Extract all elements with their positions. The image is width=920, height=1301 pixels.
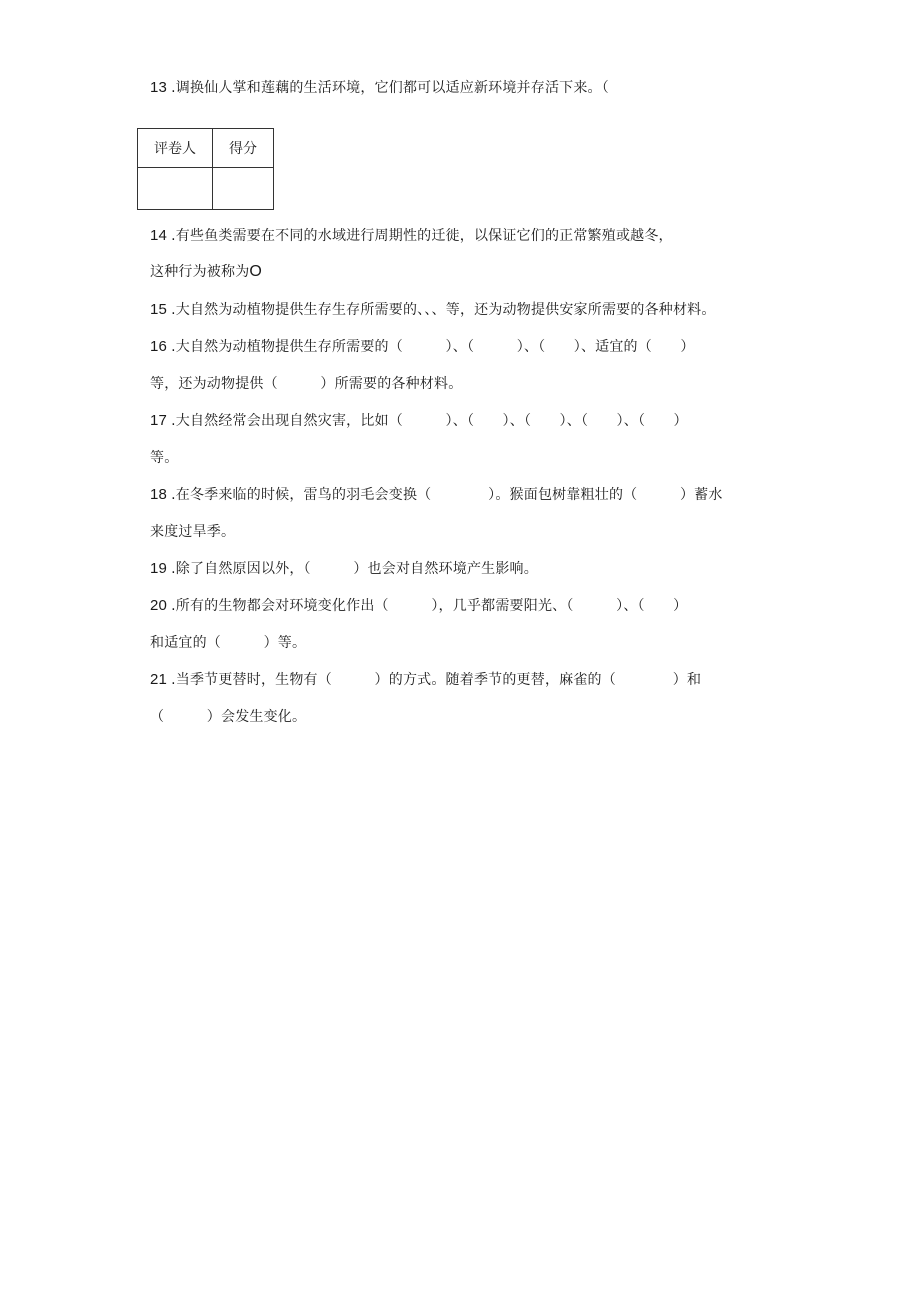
question-18: [150, 485, 723, 505]
question-14-continuation: [150, 262, 262, 282]
question-text-continued: 来度过旱季。: [150, 524, 236, 540]
question-number: 20: [150, 597, 168, 614]
score-cell: [213, 168, 274, 210]
question-number: 19: [150, 560, 168, 577]
question-number: 13: [150, 79, 168, 96]
question-20-continuation: [150, 633, 306, 653]
question-text: .所有的生物都会对环境变化作出（ ），几乎都需要阳光、（ ）、（ ）: [171, 598, 688, 614]
question-text-continued: 等，还为动物提供（ ）所需要的各种材料。: [150, 376, 463, 392]
question-13: [150, 78, 609, 98]
question-number: 16: [150, 338, 168, 355]
question-text-continued: 这种行为被称为: [150, 264, 250, 280]
grader-score-table: [137, 128, 274, 210]
question-text: .有些鱼类需要在不同的水域进行周期性的迁徙，以保证它们的正常繁殖或越冬，: [171, 228, 673, 244]
question-number: 18: [150, 486, 168, 503]
question-text-continued: （ ）会发生变化。: [150, 709, 307, 725]
score-header: 得分: [213, 129, 274, 168]
question-number: 14: [150, 227, 168, 244]
question-text-continued: 和适宜的（ ）等。: [150, 635, 307, 651]
question-text: .大自然为动植物提供生存生存所需要的、、、等，还为动物提供安家所需要的各种材料。: [171, 302, 716, 318]
question-19: [150, 559, 538, 579]
question-text: .调换仙人掌和莲藕的生活环境，它们都可以适应新环境并存活下来。（: [171, 80, 609, 96]
question-text: .除了自然原因以外，（ ）也会对自然环境产生影响。: [171, 561, 538, 577]
question-15: [150, 300, 716, 320]
reviewer-cell: [138, 168, 213, 210]
question-21: [150, 670, 701, 690]
question-text-continued: 等。: [150, 450, 179, 466]
question-18-continuation: [150, 522, 235, 542]
question-text: .大自然经常会出现自然灾害，比如（ ）、（ ）、（ ）、（ ）、（ ）: [171, 413, 688, 429]
question-14: [150, 226, 673, 246]
question-number: 17: [150, 412, 168, 429]
question-text: .大自然为动植物提供生存所需要的（ ）、（ ）、（ ）、适宜的（ ）: [171, 339, 695, 355]
question-17-continuation: [150, 448, 178, 468]
question-20: [150, 596, 687, 616]
question-number: 15: [150, 301, 168, 318]
answer-blank-marker: O: [249, 263, 263, 280]
question-number: 21: [150, 671, 168, 688]
question-21-continuation: [150, 707, 306, 727]
question-17: [150, 411, 688, 431]
reviewer-header: 评卷人: [138, 129, 213, 168]
question-text: .当季节更替时，生物有（ ）的方式。随着季节的更替，麻雀的（ ）和: [171, 672, 702, 688]
question-16: [150, 337, 695, 357]
question-16-continuation: [150, 374, 462, 394]
question-text: .在冬季来临的时候，雷鸟的羽毛会变换（ ）。猴面包树靠粗壮的（ ）蓄水: [171, 487, 723, 503]
